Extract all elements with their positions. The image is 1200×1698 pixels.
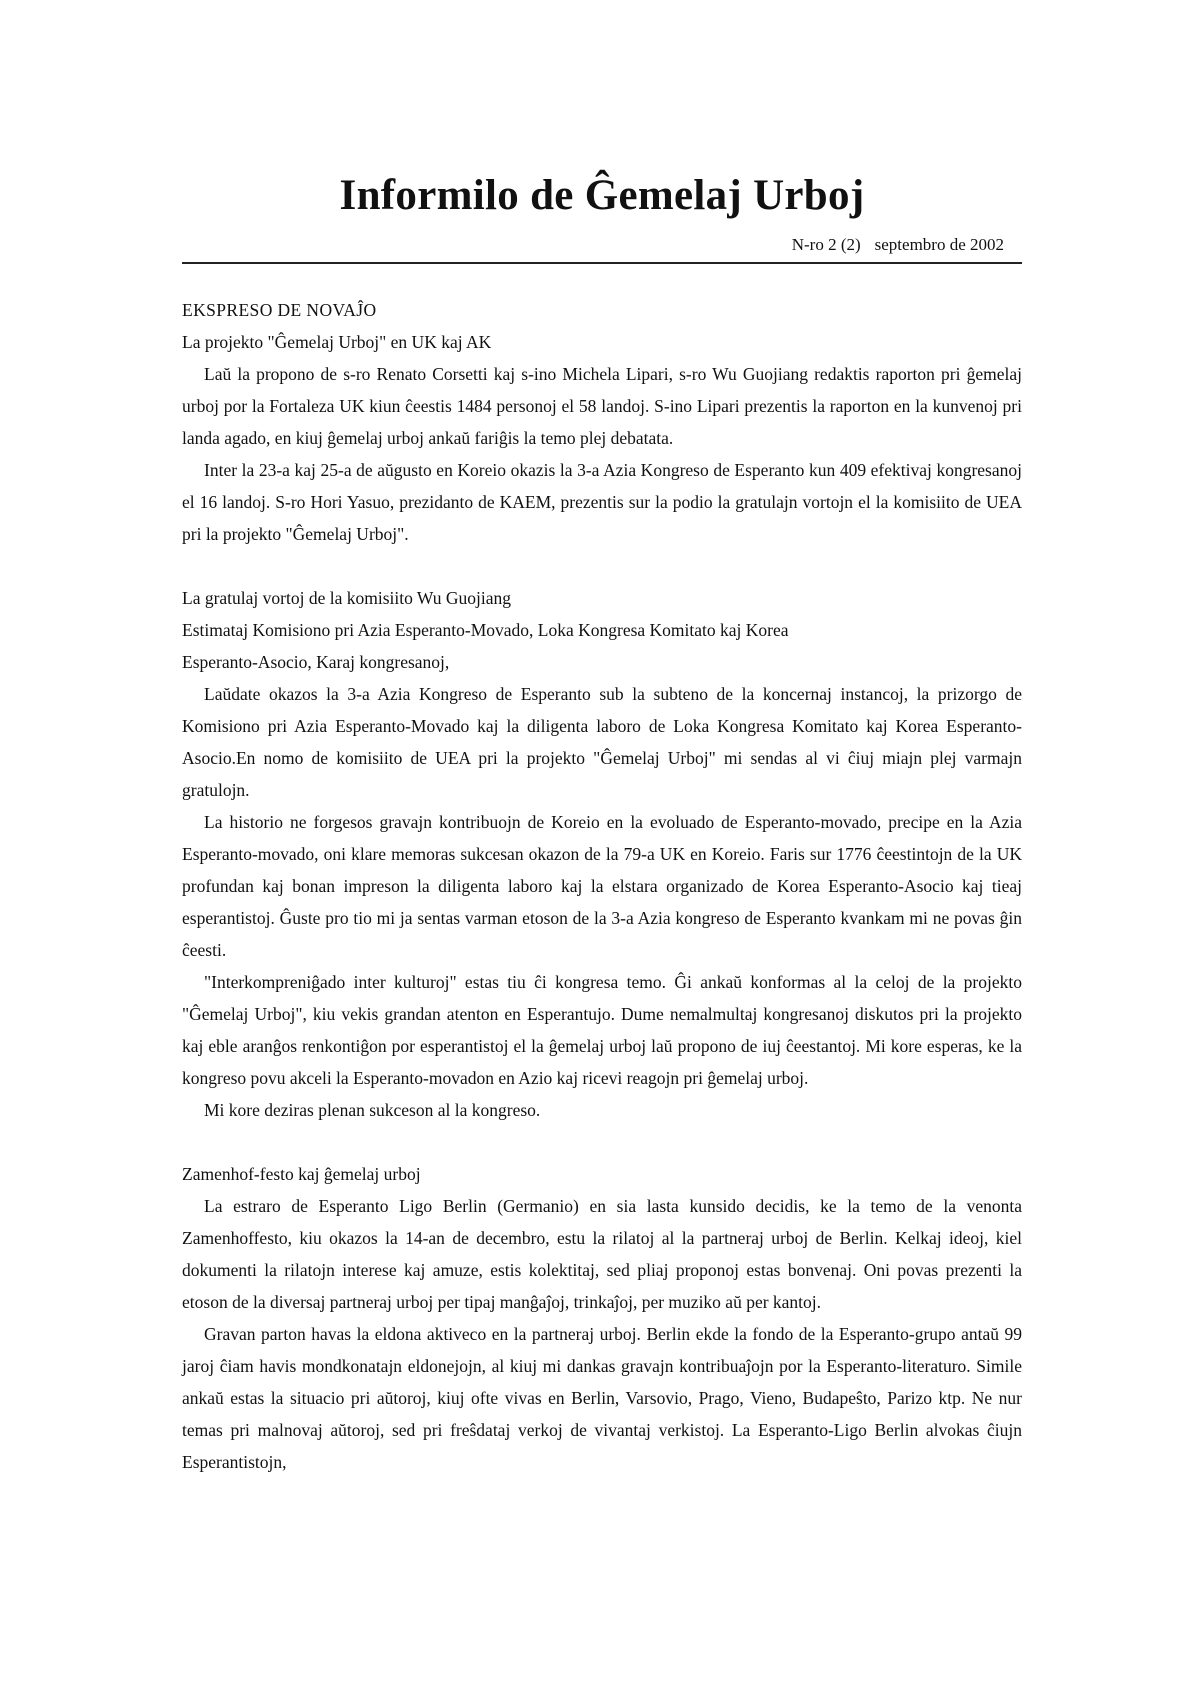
article-body: [182, 294, 1022, 1478]
salutation-line: Estimataj Komisiono pri Azia Esperanto-Movado, Loka Kongresa Komitato kaj Korea: [182, 620, 789, 640]
section-heading: EKSPRESO DE NOVAĴO: [182, 300, 377, 320]
section-gap: [182, 1126, 1022, 1158]
section-gap: [182, 550, 1022, 582]
paragraph: Gravan parton havas la eldona aktiveco en la partneraj urboj. Berlin ekde la fondo de la Esperanto-grupo antaŭ 99 jaroj ĉiam havis mondkonatajn eldonejojn, al kiuj mi dankas gravajn kontribuaĵojn por la Esperanto-literaturo. Simile ankaŭ estas la situacio pri aŭtoroj, kiuj ofte vivas en Berlin, Varsovio, Prago, Vieno, Budapeŝto, Parizo ktp. Ne nur temas pri malnovaj aŭtoroj, sed pri freŝdataj verkoj de vivantaj verkistoj. La Esperanto-Ligo Berlin alvokas ĉiujn Esperantistojn,: [182, 1324, 1022, 1472]
paragraph: Inter la 23-a kaj 25-a de aŭgusto en Koreio okazis la 3-a Azia Kongreso de Esperanto kun 409 efektivaj kongresanoj el 16 landoj. S-ro Hori Yasuo, prezidanto de KAEM, prezentis sur la podio la gratulajn vortojn el la komisiito de UEA pri la projekto "Ĝemelaj Urboj".: [182, 460, 1022, 544]
paragraph: Laŭdate okazos la 3-a Azia Kongreso de Esperanto sub la subteno de la koncernaj instancoj, la prizorgo de Komisiono pri Azia Esperanto-Movado kaj la diligenta laboro de Loka Kongresa Komitato kaj Korea Esperanto-Asocio.En nomo de komisiito de UEA pri la projekto "Ĝemelaj Urboj" mi sendas al vi ĉiuj miajn plej varmajn gratulojn.: [182, 684, 1022, 800]
newsletter-page: [182, 160, 1022, 1478]
newsletter-title: Informilo de Ĝemelaj Urboj: [339, 172, 865, 219]
section-subheading: La projekto "Ĝemelaj Urboj" en UK kaj AK: [182, 332, 492, 352]
paragraph: "Interkompreniĝado inter kulturoj" estas tiu ĉi kongresa temo. Ĝi ankaŭ konformas al la celoj de la projekto "Ĝemelaj Urboj", kiu vekis grandan atenton en Esperantujo. Dume nemalmultaj kongresanoj diskutos pri la projekto kaj eble aranĝos renkontiĝon por esperantistoj el la ĝemelaj urboj laŭ propono de iuj ĉeestantoj. Mi kore esperas, ke la kongreso povu akceli la Esperanto-movadon en Azio kaj ricevi reagojn pri ĝemelaj urboj.: [182, 972, 1022, 1088]
section-zamenhof: [182, 1158, 1022, 1478]
paragraph: La historio ne forgesos gravajn kontribuojn de Koreio en la evoluado de Esperanto-movado, precipe en la Azia Esperanto-movado, oni klare memoras sukcesan okazon de la 79-a UK en Koreio. Faris sur 1776 ĉeestintojn de la UK profundan kaj bonan impreson la diligenta laboro kaj la elstara organizado de Korea Esperanto-Asocio kaj tieaj esperantistoj. Ĝuste pro tio mi ja sentas varman etoson de la 3-a Azia kongreso de Esperanto kvankam mi ne povas ĝin ĉeesti.: [182, 812, 1022, 960]
section-express-news: [182, 294, 1022, 550]
salutation-line: Esperanto-Asocio, Karaj kongresanoj,: [182, 652, 450, 672]
section-heading: La gratulaj vortoj de la komisiito Wu Guojiang: [182, 588, 511, 608]
section-greetings: [182, 582, 1022, 1126]
paragraph: Mi kore deziras plenan sukceson al la kongreso.: [204, 1100, 541, 1120]
paragraph: La estraro de Esperanto Ligo Berlin (Germanio) en sia lasta kunsido decidis, ke la temo de la venonta Zamenhoffesto, kiu okazos la 14-an de decembro, estu la rilatoj al la partneraj urboj de Berlin. Kelkaj ideoj, kiel dokumenti la rilatojn interese kaj amuze, estis kolektitaj, sed pliaj proponoj estas bonvenaj. Oni povas prezenti la etoson de la diversaj partneraj urboj per tipaj manĝaĵoj, trinkaĵoj, per muziko aŭ per kantoj.: [182, 1196, 1022, 1312]
paragraph: Laŭ la propono de s-ro Renato Corsetti kaj s-ino Michela Lipari, s-ro Wu Guojiang redaktis raporton pri ĝemelaj urboj por la Fortaleza UK kiun ĉeestis 1484 personoj el 58 landoj. S-ino Lipari prezentis la raporton en la kunvenoj pri landa agado, en kiuj ĝemelaj urboj ankaŭ fariĝis la temo plej debatata.: [182, 364, 1022, 448]
header-rule: [182, 262, 1022, 264]
issue-date: septembro de 2002: [874, 235, 1004, 254]
section-heading: Zamenhof-festo kaj ĝemelaj urboj: [182, 1164, 421, 1184]
issue-line: [182, 232, 1022, 258]
issue-number: N-ro 2 (2): [791, 235, 861, 254]
